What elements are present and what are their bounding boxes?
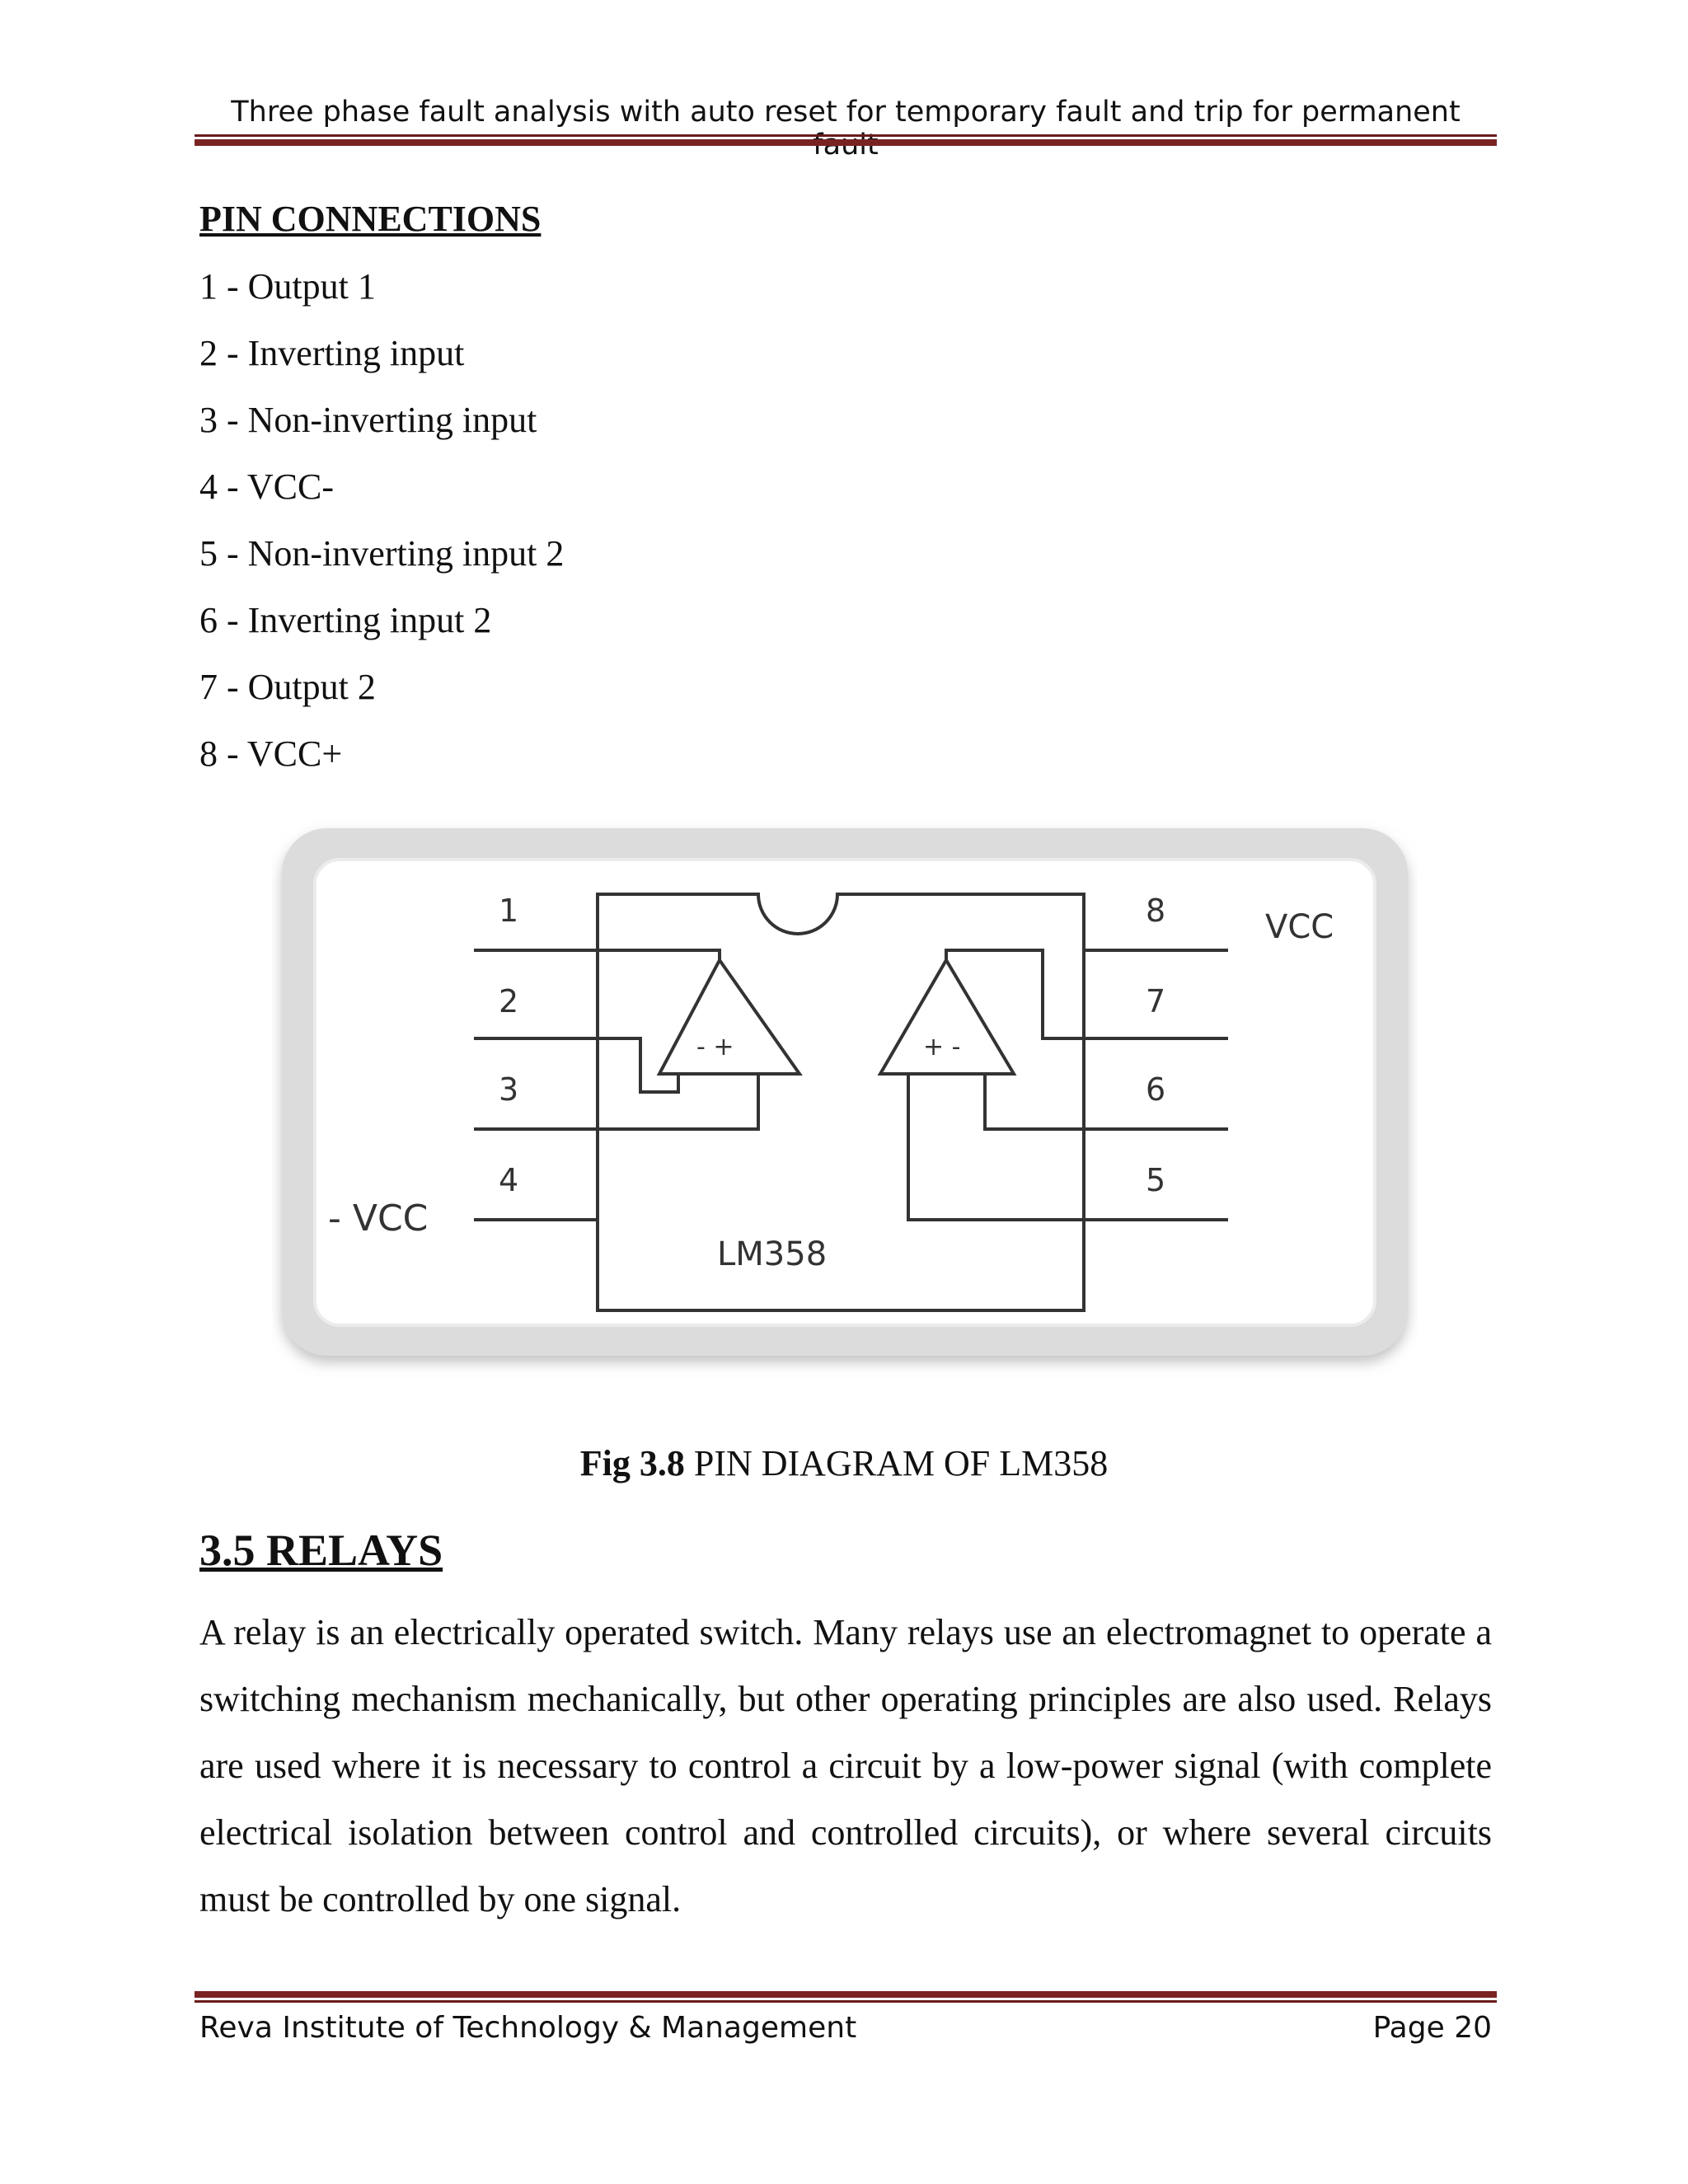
figure-caption <box>0 1442 1688 1484</box>
pin-item: 8 - VCC+ <box>199 733 343 774</box>
neg-vcc-label: - VCC <box>328 1197 429 1240</box>
left-pin-label: 2 <box>499 983 519 1019</box>
right-pin-label: 8 <box>1146 893 1166 929</box>
figure-caption-text: PIN DIAGRAM OF LM358 <box>684 1443 1109 1483</box>
right-pin-label: 5 <box>1146 1162 1166 1198</box>
right-pin-label: 7 <box>1146 983 1166 1019</box>
header-rule <box>195 134 1497 146</box>
footer-page-number: Page 20 <box>1372 2011 1492 2045</box>
pin-item: 5 - Non-inverting input 2 <box>199 533 565 574</box>
pin-item: 7 - Output 2 <box>199 667 376 707</box>
diagram-frame-inner <box>315 860 1375 1325</box>
running-header: Three phase fault analysis with auto reset for temporary fault and trip for permanent <box>231 96 1461 129</box>
figure-number: Fig 3.8 <box>579 1443 685 1483</box>
pin-list <box>199 262 564 796</box>
left-pin-label: 1 <box>499 893 519 929</box>
left-pin-label: 4 <box>499 1162 519 1198</box>
pin-item: 1 - Output 1 <box>199 266 376 307</box>
footer-institution: Reva Institute of Technology & Management <box>199 2011 857 2045</box>
relays-paragraph: A relay is an electrically operated switch. Many relays use an electromagnet to operate a switching mechanism mechanically, but other operating principles are also used. Relays are used where it is necessary to control a circuit by a low-power signal (with complete electrical isolation between control and controlled circuits), or where several circuits must be controlled by one signal. <box>199 1612 1492 1919</box>
pin-item: 6 - Inverting input 2 <box>199 600 492 640</box>
pin-item: 2 - Inverting input <box>199 333 465 373</box>
pin-item: 3 - Non-inverting input <box>199 400 537 440</box>
pin-connections-heading: PIN CONNECTIONS <box>199 199 542 239</box>
pin-item: 4 - VCC- <box>199 466 334 507</box>
left-pin-label: 3 <box>499 1071 519 1108</box>
vcc-label: VCC <box>1265 908 1334 946</box>
right-pin-label: 6 <box>1146 1071 1166 1108</box>
opamp2-symbols: + - <box>923 1033 961 1062</box>
chip-label: LM358 <box>717 1235 828 1273</box>
relays-section-title: 3.5 RELAYS <box>199 1526 443 1575</box>
opamp1-symbols: - + <box>696 1033 734 1062</box>
lm358-pin-diagram <box>272 820 1418 1389</box>
footer-rule <box>195 1991 1497 2003</box>
